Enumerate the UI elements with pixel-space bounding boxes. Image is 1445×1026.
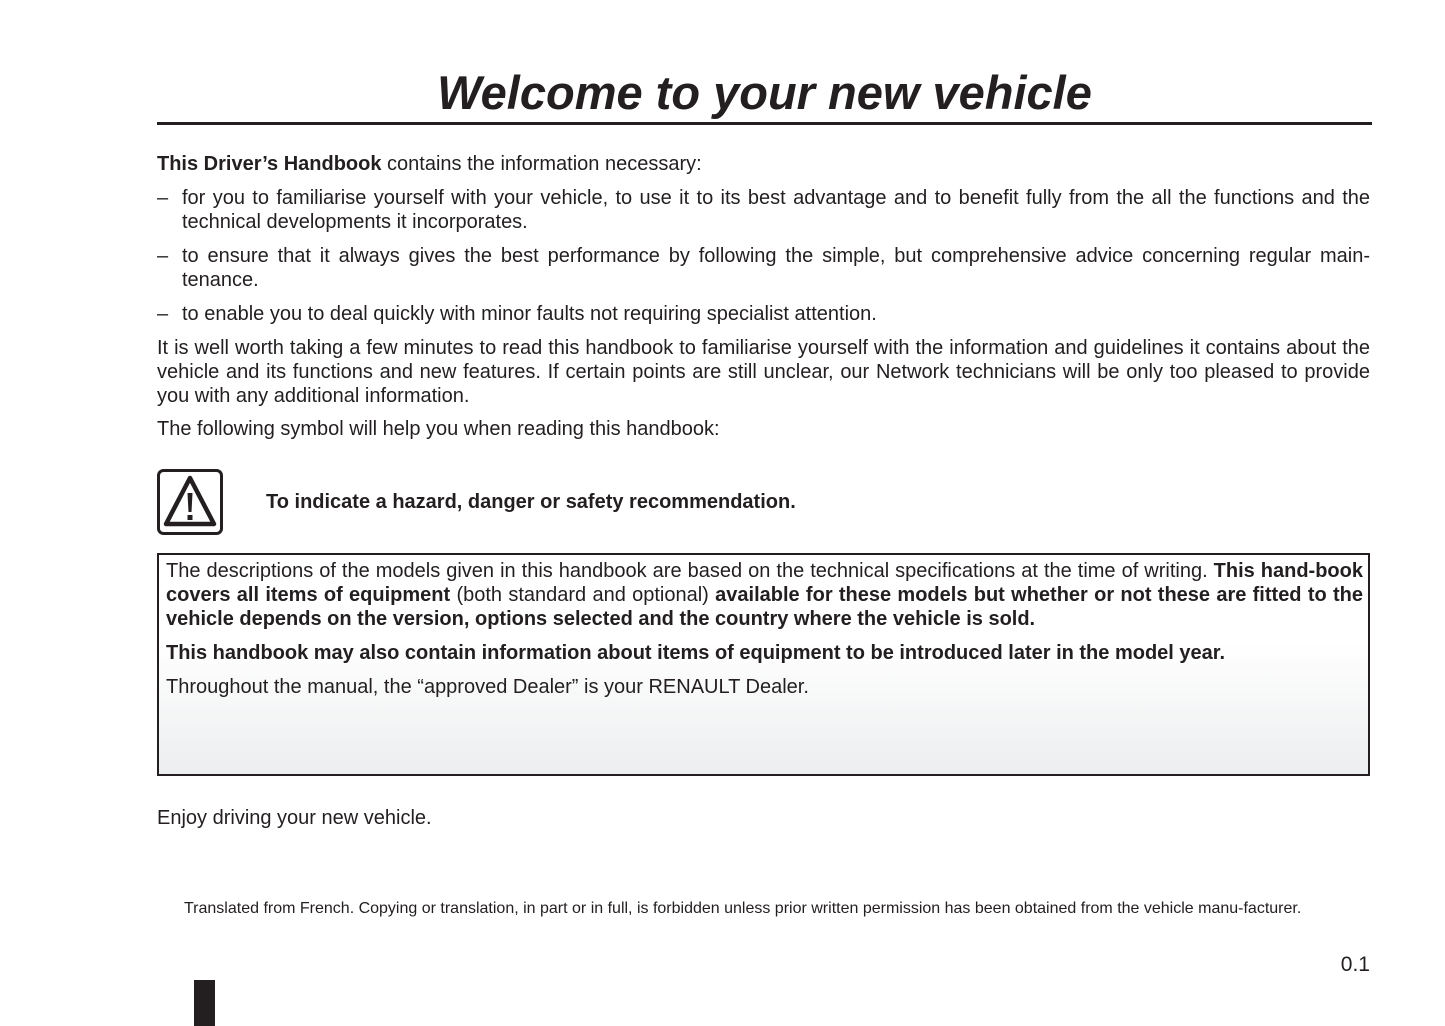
- list-item: [157, 302, 1370, 326]
- warning-label: To indicate a hazard, danger or safety recommendation.: [266, 491, 796, 513]
- page-title: Welcome to your new vehicle: [437, 66, 1092, 119]
- bullet-dash: –: [157, 245, 169, 267]
- info-paragraph: It is well worth taking a few minutes to read this handbook to familiarise yourself with the information and guidelines it contains about the vehicle and its functions and new features. If certain points are still unclear, our Network technicians will be only too pleased to provide you with any additional information.: [157, 337, 1370, 407]
- bullet-dash: –: [157, 303, 169, 325]
- symbol-intro: The following symbol will help you when reading this handbook:: [157, 418, 720, 440]
- title-divider: [157, 122, 1372, 125]
- closing-line: Enjoy driving your new vehicle.: [157, 807, 432, 829]
- bullet-text: for you to familiarise yourself with your vehicle, to use it to its best advantage and to benefit fully from the all the functions and the technical developments it incorporates.: [182, 187, 1370, 233]
- intro-text: contains the information necessary:: [381, 153, 702, 175]
- footer-note: Translated from French. Copying or translation, in part or in full, is forbidden unless prior written permission has been obtained from the vehicle manu-facturer.: [184, 900, 1302, 917]
- info-box-paragraph: Throughout the manual, the “approved Dealer” is your RENAULT Dealer.: [166, 676, 809, 698]
- section-tab-marker: [194, 980, 215, 1026]
- list-item: [157, 186, 1370, 234]
- bullet-text: to enable you to deal quickly with minor faults not requiring specialist attention.: [182, 303, 877, 325]
- intro-paragraph: [157, 152, 1370, 176]
- list-item: [157, 244, 1370, 292]
- info-box-text: The descriptions of the models given in this handbook are based on the technical specifications at the time of writing.: [166, 560, 1214, 582]
- info-box-paragraph: [166, 559, 1363, 631]
- info-box: [157, 553, 1370, 776]
- page-number: 0.1: [1340, 953, 1370, 976]
- info-box-text: (both standard and optional): [450, 584, 716, 606]
- intro-bold: This Driver’s Handbook: [157, 153, 382, 175]
- bullet-dash: –: [157, 187, 169, 209]
- info-box-bold: This hand-book covers all items of equipment: [166, 560, 1363, 606]
- info-box-paragraph: This handbook may also contain information about items of equipment to be introduced later in the model year.: [166, 642, 1226, 664]
- warning-triangle-icon: [157, 469, 223, 535]
- bullet-text: to ensure that it always gives the best performance by following the simple, but comprehensive advice concerning regular main-tenance.: [182, 245, 1370, 291]
- info-box-bold: available for these models but whether or not these are fitted to the vehicle depends on the version, options selected and the country where the vehicle is sold.: [166, 584, 1363, 630]
